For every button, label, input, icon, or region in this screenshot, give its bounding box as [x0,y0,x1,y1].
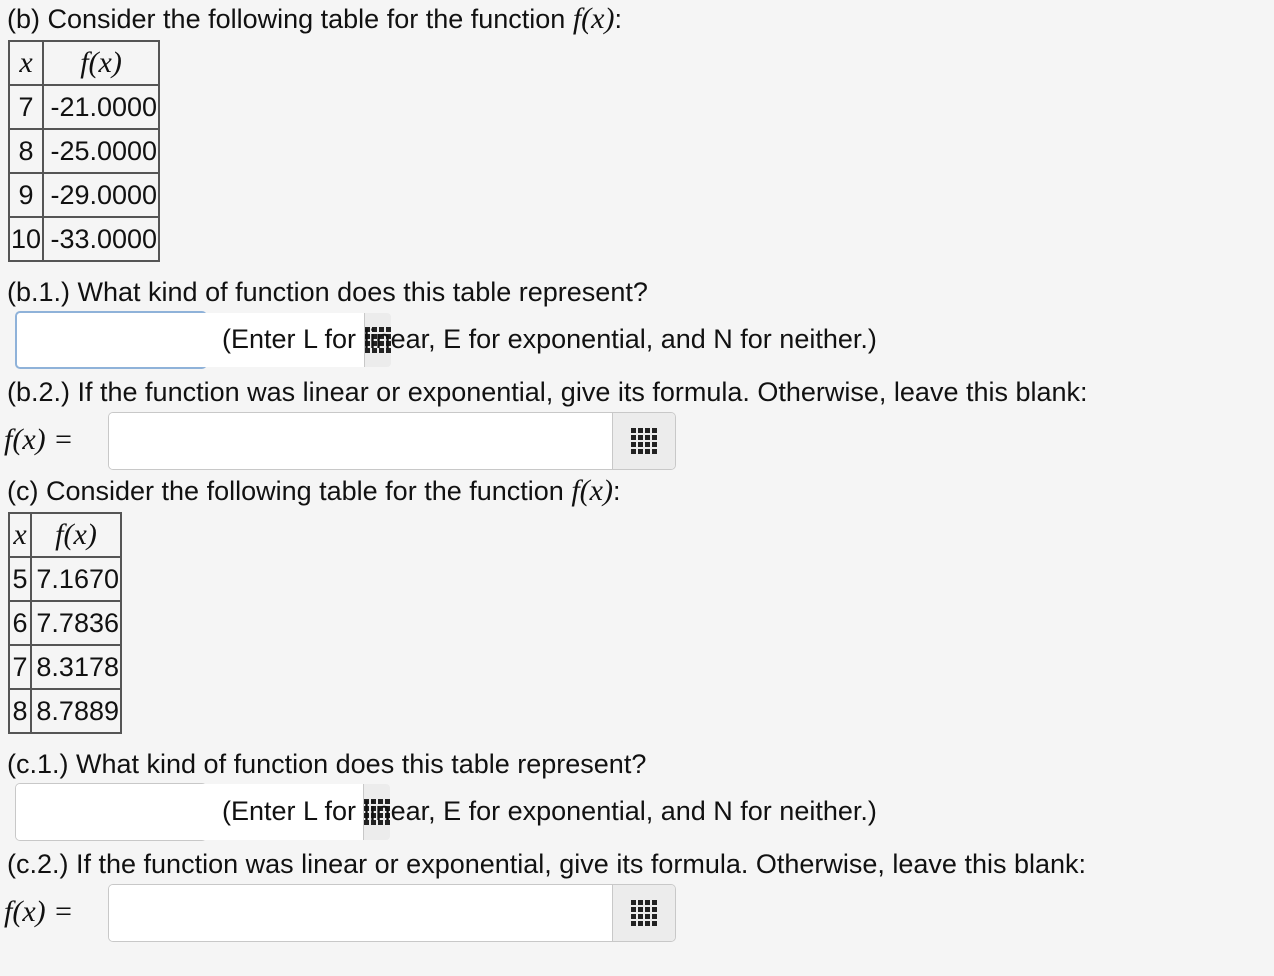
table-cell-x: 7 [9,645,31,689]
table-cell-fx: -29.0000 [43,173,159,217]
equation-palette-button[interactable] [612,413,675,469]
table-cell-x: 7 [9,85,43,129]
table-cell-fx: -33.0000 [43,217,159,261]
table-cell-x: 8 [9,129,43,173]
table-header-row [9,41,159,85]
part-c-q1-text: (c.1.) What kind of function does this table represent? [7,749,647,779]
part-c-q1-hint: (Enter L for linear, E for exponential, and N for neither.) [222,796,877,826]
table-row [9,689,121,733]
table-row [9,557,121,601]
table-cell-x: 9 [9,173,43,217]
table-cell-fx: 8.7889 [31,689,121,733]
table-cell-fx: -21.0000 [43,85,159,129]
part-c-intro-suffix: : [612,476,621,506]
table-cell-fx: 7.7836 [31,601,121,645]
part-c-q2-input[interactable] [109,885,612,941]
part-b-intro-text: (b) Consider the following table for the function [7,4,566,34]
part-b-q2-label: f(x) = [4,423,74,456]
table-cell-x: 6 [9,601,31,645]
table-header-fx: f(x) [31,513,121,557]
equation-palette-button[interactable] [612,885,675,941]
part-b-intro [7,3,622,35]
part-c-intro-text: (c) Consider the following table for the function [7,476,564,506]
table-header-row [9,513,121,557]
equation-palette-icon [631,900,657,926]
table-row [9,85,159,129]
part-b-intro-suffix: : [614,4,622,34]
table-row [9,645,121,689]
part-c-table [8,512,122,734]
part-b-q2-answer-box [108,412,676,470]
part-b-q1-text: (b.1.) What kind of function does this table represent? [7,277,648,307]
table-row [9,217,159,261]
part-c-intro [7,475,620,507]
part-c-q1-answer-box [15,783,207,841]
part-c-q2-text: (c.2.) If the function was linear or exponential, give its formula. Otherwise, leave this blank: [7,849,1087,879]
part-b-table [8,40,160,262]
part-b-q2-text: (b.2.) If the function was linear or exponential, give its formula. Otherwise, leave this blank: [7,377,1088,407]
table-cell-fx: 7.1670 [31,557,121,601]
table-cell-x: 5 [9,557,31,601]
equation-palette-icon [631,428,657,454]
table-row [9,173,159,217]
table-header-x: x [9,41,43,85]
table-row [9,129,159,173]
part-c-intro-math: f(x) [571,474,613,507]
part-b-q1-answer-box [15,311,207,369]
part-b-q1-hint: (Enter L for linear, E for exponential, and N for neither.) [222,324,877,354]
part-b-q2-input[interactable] [109,413,612,469]
table-cell-fx: 8.3178 [31,645,121,689]
table-cell-fx: -25.0000 [43,129,159,173]
part-b-intro-math: f(x) [572,2,615,35]
part-c-q2-label: f(x) = [4,895,74,928]
table-header-x: x [9,513,31,557]
table-row [9,601,121,645]
table-header-fx: f(x) [43,41,159,85]
table-cell-x: 8 [9,689,31,733]
part-c-q2-answer-box [108,884,676,942]
table-cell-x: 10 [9,217,43,261]
